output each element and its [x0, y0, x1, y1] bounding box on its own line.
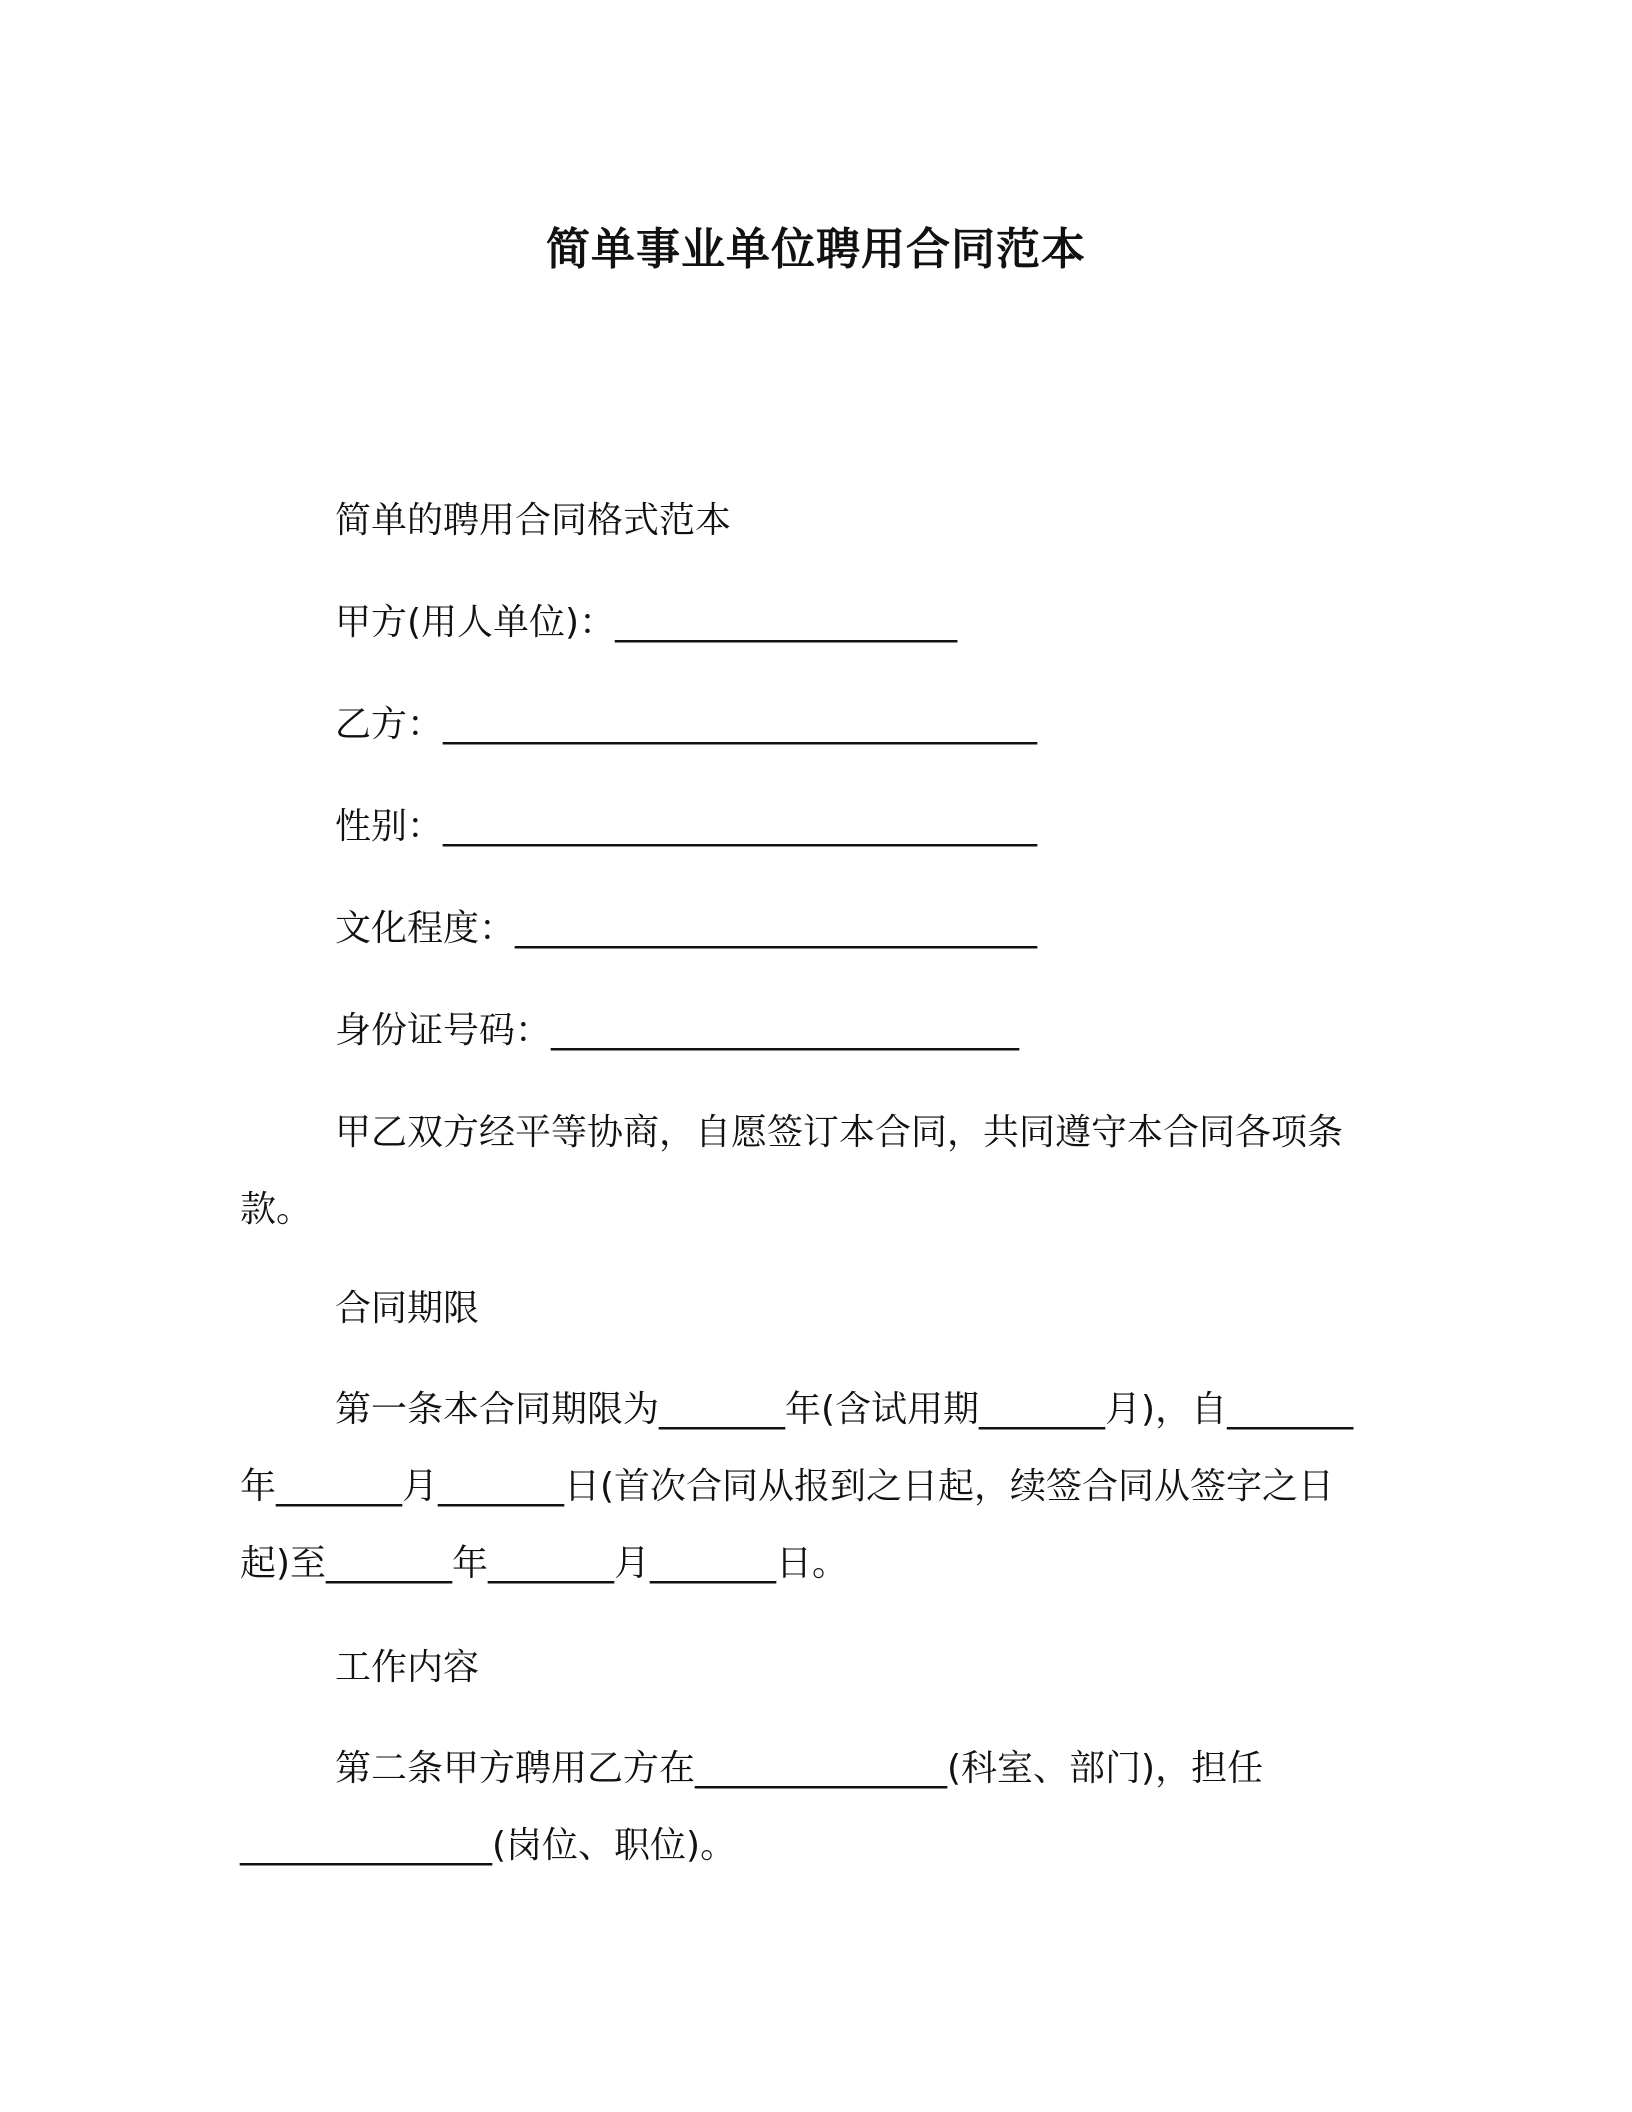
field-label: 甲方(用人单位)：: [335, 602, 616, 643]
field-label: 身份证号码：: [335, 1010, 552, 1051]
document-title: 简单事业单位聘用合同范本: [546, 224, 1086, 275]
article-1-paragraph: 第一条本合同期限为_______年(含试用期_______月)，自_______年_______月_______日(首次合同从报到之日起，续签合同从签字之日起)至_______年_______月_______日。: [240, 1389, 1354, 1584]
subtitle: 简单的聘用合同格式范本: [335, 500, 732, 541]
field-gender: [335, 802, 1037, 852]
field-id-number: [335, 1006, 1019, 1056]
field-party-b: [335, 700, 1037, 750]
article-2-paragraph: 第二条甲方聘用乙方在______________(科室、部门)，担任______________(岗位、职位)。: [240, 1748, 1264, 1866]
field-label: 文化程度：: [335, 908, 516, 949]
field-party-a: [335, 598, 957, 648]
fill-blank[interactable]: __________________________: [551, 1010, 1020, 1051]
field-label: 性别：: [335, 806, 444, 847]
section-heading-work: 工作内容: [335, 1647, 480, 1688]
fill-blank[interactable]: _________________________________: [443, 806, 1038, 847]
field-education: [335, 904, 1037, 954]
fill-blank[interactable]: ___________________: [615, 602, 958, 643]
fill-blank[interactable]: _____________________________: [515, 908, 1038, 949]
fill-blank[interactable]: _________________________________: [443, 704, 1038, 745]
field-label: 乙方：: [335, 704, 444, 745]
section-heading-term: 合同期限: [335, 1288, 480, 1329]
intro-paragraph: 甲乙双方经平等协商，自愿签订本合同，共同遵守本合同各项条款。: [240, 1112, 1344, 1230]
